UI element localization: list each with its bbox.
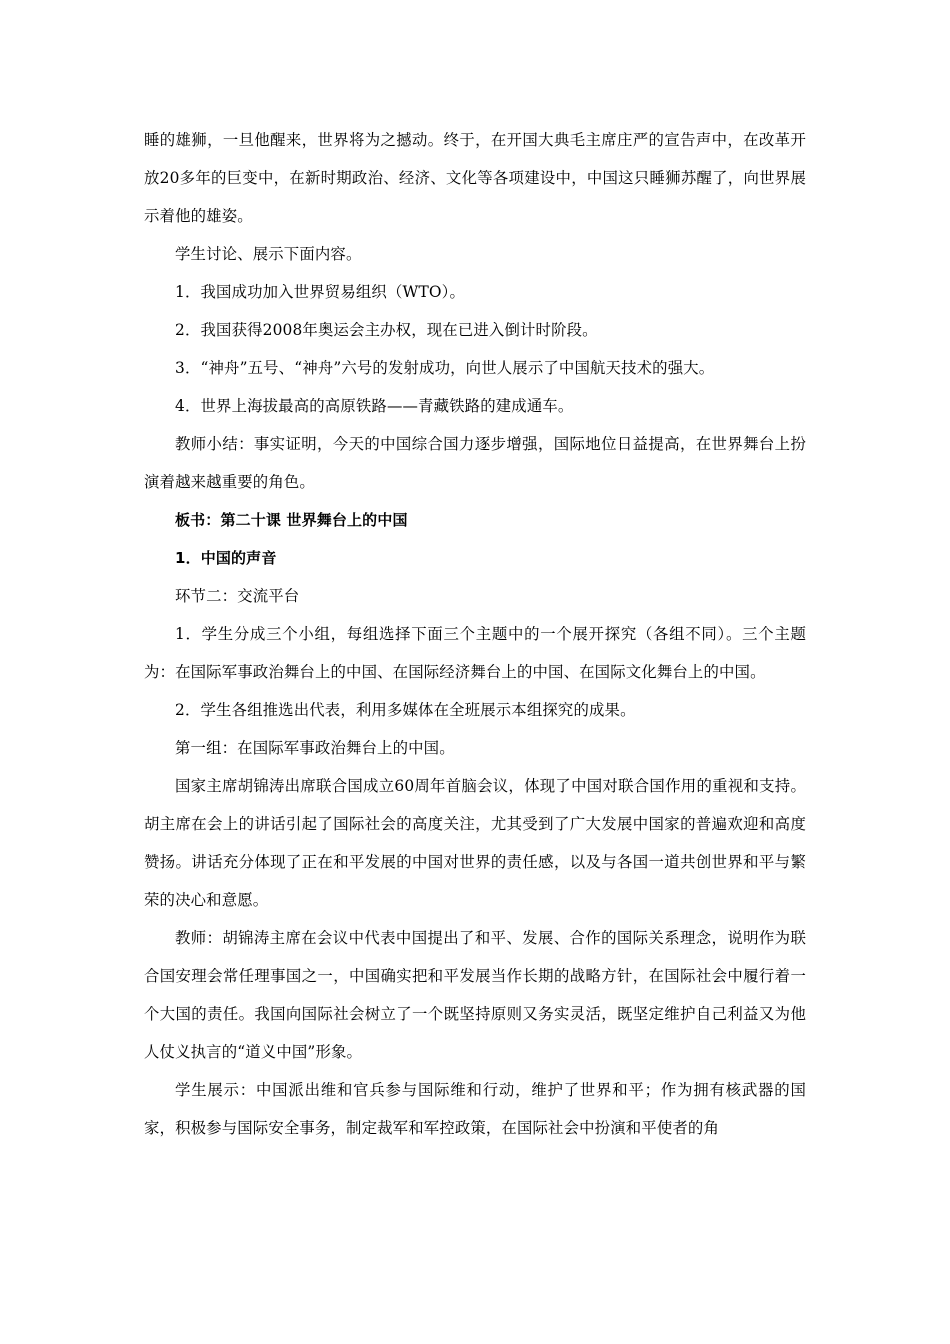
section-heading-voice-of-china: 1．中国的声音 [175,549,277,567]
list-item-shenzhou: 3．“神舟”五号、“神舟”六号的发射成功，向世人展示了中国航天技术的强大。 [175,359,715,377]
document-body [144,121,806,1147]
list-item-olympics: 2．我国获得2008年奥运会主办权，现在已进入倒计时阶段。 [175,321,598,339]
list-item-groups: 1．学生分成三个小组，每组选择下面三个主题中的一个展开探究（各组不同）。三个主题为：在国际军事政治舞台上的中国、在国际经济舞台上的中国、在国际文化舞台上的中国。 [144,625,806,681]
blackboard-heading: 板书：第二十课 世界舞台上的中国 [175,511,408,529]
paragraph-group-one: 第一组：在国际军事政治舞台上的中国。 [175,739,455,757]
paragraph-student-presentation: 学生展示：中国派出维和官兵参与国际维和行动，维护了世界和平；作为拥有核武器的国家，积极参与国际安全事务，制定裁军和军控政策，在国际社会中扮演和平使者的角 [144,1081,806,1137]
paragraph-teacher-comment: 教师：胡锦涛主席在会议中代表中国提出了和平、发展、合作的国际关系理念，说明作为联合国安理会常任理事国之一，中国确实把和平发展当作长期的战略方针，在国际社会中履行着一个大国的责任。我国向国际社会树立了一个既坚持原则又务实灵活，既坚定维护自己利益又为他人仗义执言的“道义中国”形象。 [144,929,806,1061]
paragraph-un-summit: 国家主席胡锦涛出席联合国成立60周年首脑会议，体现了中国对联合国作用的重视和支持。胡主席在会上的讲话引起了国际社会的高度关注，尤其受到了广大发展中国家的普遍欢迎和高度赞扬。讲话充分体现了正在和平发展的中国对世界的责任感，以及与各国一道共创世界和平与繁荣的决心和意愿。 [144,777,806,909]
list-item-representatives: 2．学生各组推选出代表，利用多媒体在全班展示本组探究的成果。 [175,701,636,719]
paragraph-teacher-summary: 教师小结：事实证明，今天的中国综合国力逐步增强，国际地位日益提高，在世界舞台上扮演着越来越重要的角色。 [144,435,806,491]
paragraph-continuation: 睡的雄狮，一旦他醒来，世界将为之撼动。终于，在开国大典毛主席庄严的宣告声中，在改革开放20多年的巨变中，在新时期政治、经济、文化等各项建设中，中国这只睡狮苏醒了，向世界展示着他的雄姿。 [144,131,806,225]
paragraph-step-two: 环节二：交流平台 [175,587,300,605]
list-item-wto: 1．我国成功加入世界贸易组织（WTO）。 [175,283,466,301]
list-item-qinghai-tibet-railway: 4．世界上海拔最高的高原铁路——青藏铁路的建成通车。 [175,397,574,415]
paragraph-student-discussion: 学生讨论、展示下面内容。 [175,245,362,263]
